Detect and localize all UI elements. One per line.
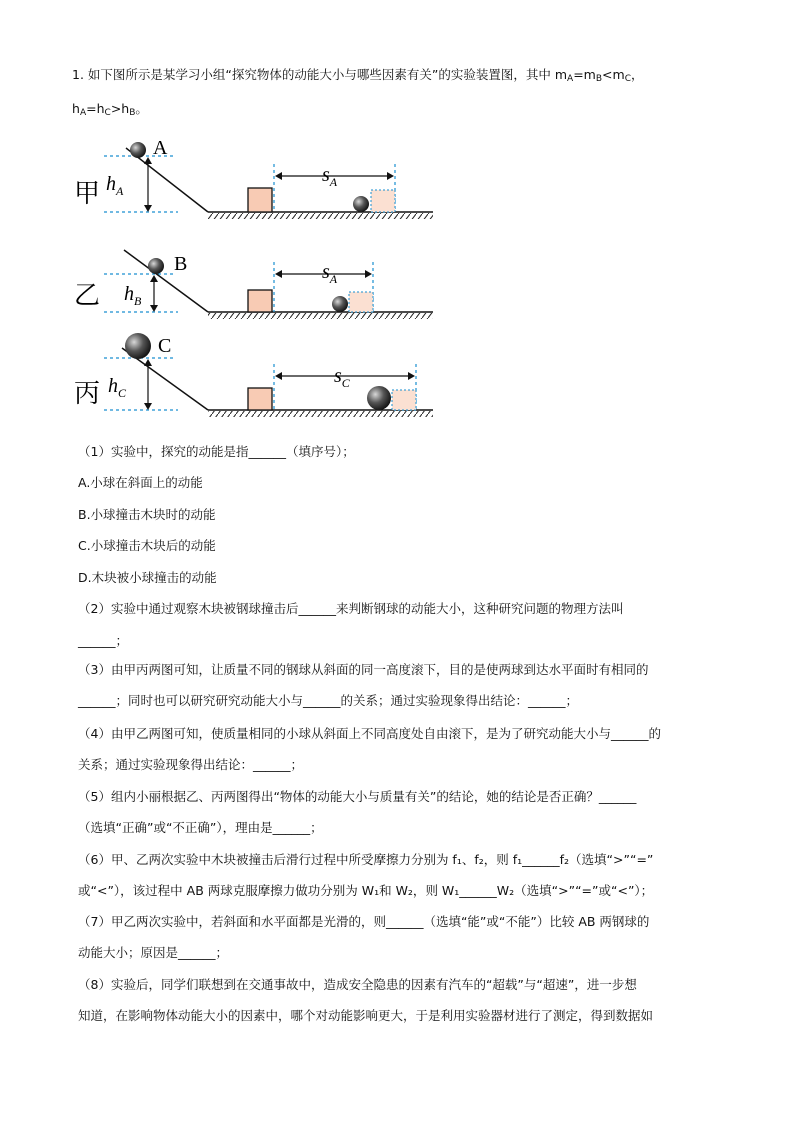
sub-question-8-line2: 知道，在影响物体动能大小的因素中，哪个对动能影响更大，于是利用实验器材进行了测定，得到数据如 — [78, 1008, 654, 1023]
ball-label-a: A — [153, 137, 168, 159]
ball-label-c: C — [158, 335, 172, 357]
ball-b — [148, 258, 164, 274]
sub-question-4-line2: 关系；通过实验现象得出结论：______； — [78, 757, 304, 772]
wood-block-end-c — [392, 390, 416, 410]
wood-block-end-a — [371, 190, 395, 212]
distance-label-a: $s_A$ — [322, 164, 338, 189]
row-label-jia: 甲 — [74, 179, 101, 208]
sub-question-1: （1）实验中，探究的动能是指______（填序号）； — [78, 444, 355, 459]
ball-a — [130, 142, 146, 158]
sub-question-7-line2: 动能大小；原因是______； — [78, 945, 229, 960]
sub-question-4-line1: （4）由甲乙两图可知，使质量相同的小球从斜面上不同高度处自由滚下，是为了研究动能大小与______的 — [78, 726, 661, 741]
intro-text: 1. 如下图所示是某学习小组“探究物体的动能大小与哪些因素有关”的实验装置图，其中 m — [72, 67, 568, 82]
sub-question-8-line1: （8）实验后，同学们联想到在交通事故中，造成安全隐患的因素有汽车的“超载”与“超速”，进一步想 — [78, 977, 637, 992]
setup-yi — [74, 250, 433, 319]
sub-question-3-line1: （3）由甲丙两图可知，让质量不同的钢球从斜面的同一高度滚下，目的是使两球到达水平面时有相同的 — [78, 662, 649, 677]
sub-question-5-line2: （选填“正确”或“不正确”），理由是______； — [78, 820, 323, 835]
setup-bing — [74, 333, 433, 417]
sub-question-2-line1: （2）实验中通过观察木块被钢球撞击后______来判断钢球的动能大小，这种研究问题的物理方法叫 — [78, 601, 624, 616]
setup-jia — [74, 137, 433, 219]
option-d: D.木块被小球撞击的动能 — [78, 570, 217, 585]
experiment-figure — [68, 126, 438, 422]
wood-block-start-c — [248, 388, 272, 410]
wood-block-end-b — [349, 292, 373, 312]
row-label-bing: 丙 — [74, 379, 101, 408]
sub-question-3-line2: ______；同时也可以研究研究动能大小与______的关系；通过实验现象得出结论：______； — [78, 693, 579, 708]
sub-question-5-line1: （5）组内小丽根据乙、丙两图得出“物体的动能大小与质量有关”的结论，她的结论是否正确？______ — [78, 789, 637, 804]
sub-question-7-line1: （7）甲乙两次实验中，若斜面和水平面都是光滑的，则______（选填“能”或“不能”）比较 AB 两钢球的 — [78, 914, 650, 929]
wood-block-start-a — [248, 188, 272, 212]
ball-c-end — [367, 386, 391, 410]
option-a: A.小球在斜面上的动能 — [78, 475, 203, 490]
sub-question-2-line2: ______； — [78, 633, 129, 648]
wood-block-start-b — [248, 290, 272, 312]
height-label-b: $h_B$ — [124, 283, 142, 308]
option-b: B.小球撞击木块时的动能 — [78, 507, 216, 522]
ball-a-end — [353, 196, 369, 212]
ball-b-end — [332, 296, 348, 312]
question-intro-line1: 1. 如下图所示是某学习小组“探究物体的动能大小与哪些因素有关”的实验装置图，其中 $m_A=m_B<m_C$， — [72, 67, 644, 84]
height-label-c: $h_C$ — [108, 375, 127, 400]
question-intro-line2: $h_A=h_C>h_B$。 — [72, 101, 148, 118]
option-c: C.小球撞击木块后的动能 — [78, 538, 216, 553]
sub-question-6-line2: 或“<”），该过程中 AB 两球克服摩擦力做功分别为 W₁和 W₂，则 W₁______W₂（选填“>”“=”或“<”）； — [78, 883, 654, 898]
ball-label-b: B — [174, 253, 188, 275]
height-label-a: $h_A$ — [106, 173, 124, 198]
distance-label-b: $s_A$ — [322, 261, 338, 286]
sub-question-6-line1: （6）甲、乙两次实验中木块被撞击后滑行过程中所受摩擦力分别为 f₁、f₂，则 f₁______f₂（选填“>”“=” — [78, 852, 654, 867]
ball-c — [125, 333, 151, 359]
distance-label-c: $s_C$ — [334, 365, 350, 390]
row-label-yi: 乙 — [74, 281, 101, 310]
